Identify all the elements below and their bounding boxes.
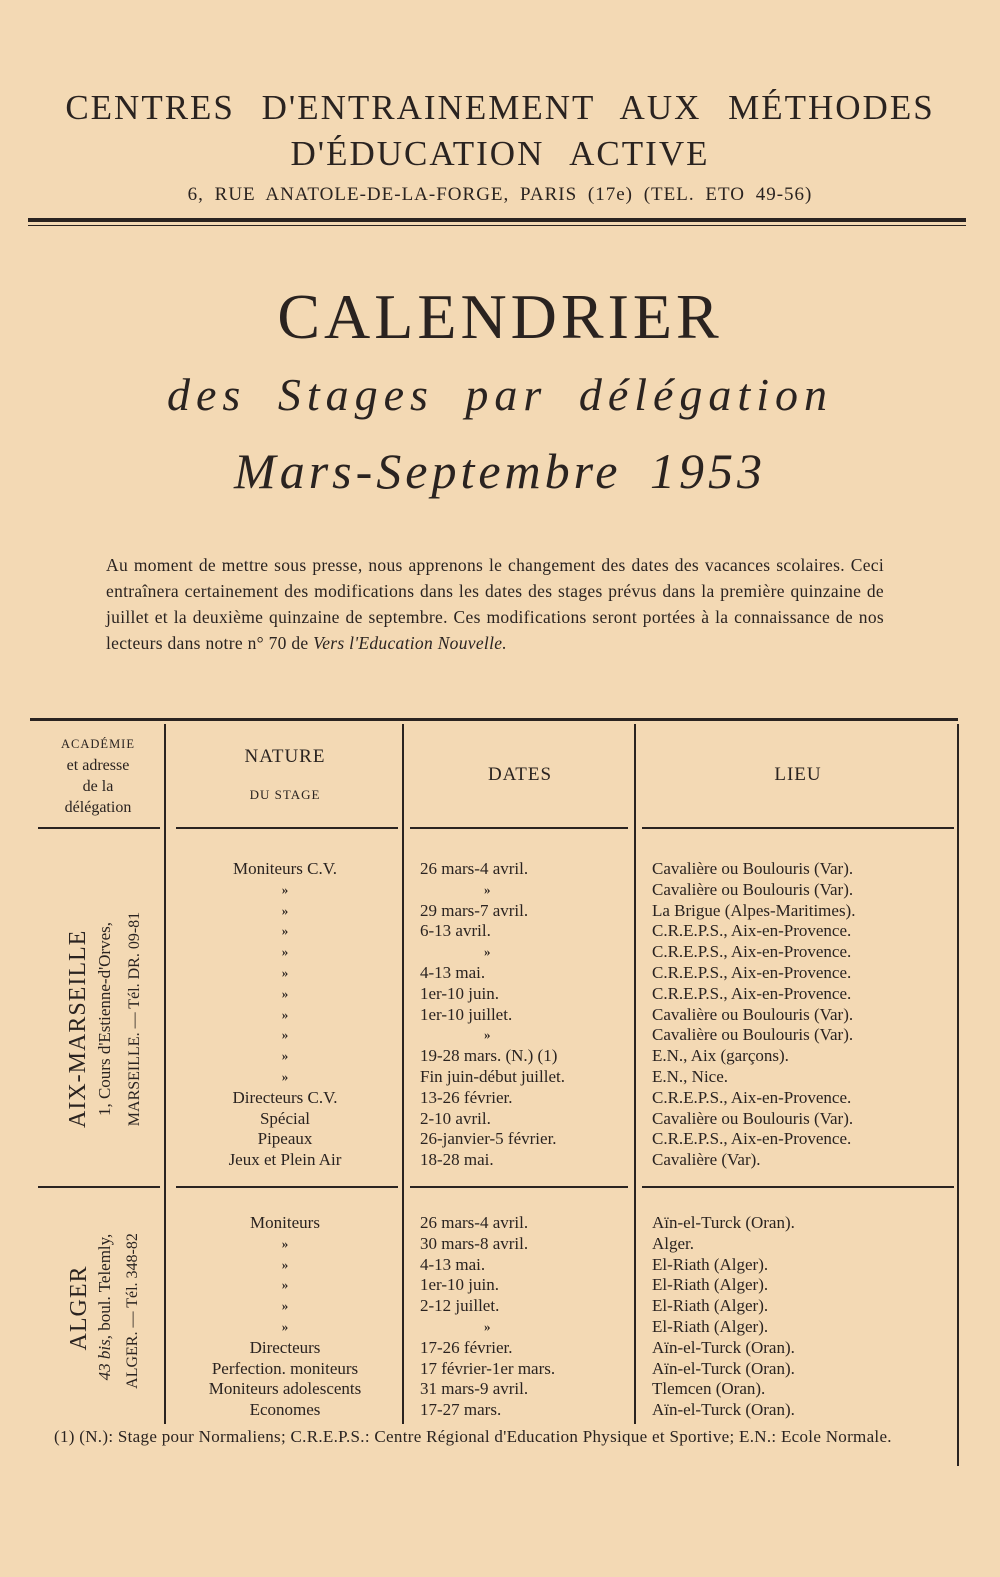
delegation-phone-alger: ALGER. — Tél. 348-82 bbox=[124, 1233, 141, 1389]
table-cell-nature: Spécial bbox=[259, 1108, 311, 1128]
notice-paragraph bbox=[106, 552, 884, 656]
table-cell-nature: » bbox=[281, 902, 289, 918]
table-cell-nature: Directeurs C.V. bbox=[232, 1087, 338, 1107]
notice-text: Au moment de mettre sous presse, nous apprenons le changement des dates des vacances scolaires. Ceci entraînera certainement des modifications dans les dates des stages prévus dans la première quinzaine de juillet et la deuxième quinzaine de septembre. Ces modifications seront portées à la connaissance de nos lecteurs dans notre n° 70 de bbox=[106, 555, 884, 653]
table-cell-nature: » bbox=[281, 985, 289, 1001]
table-cell-dates: 1er-10 juillet. bbox=[420, 1004, 513, 1024]
table-cell-lieu: C.R.E.P.S., Aix-en-Provence. bbox=[652, 983, 852, 1003]
header-rule-thin bbox=[28, 225, 966, 226]
delegation-address-aix-marseille: 1, Cours d'Estienne-d'Orves, bbox=[95, 921, 114, 1117]
table-cell-lieu: Cavalière (Var). bbox=[652, 1150, 761, 1170]
table-cell-lieu: C.R.E.P.S., Aix-en-Provence. bbox=[652, 942, 852, 962]
table-cell-nature: Moniteurs C.V. bbox=[232, 859, 338, 878]
table-cell-lieu: Cavalière ou Boulouris (Var). bbox=[652, 859, 854, 878]
table-cell-lieu: El-Riath (Alger). bbox=[652, 1296, 769, 1316]
table-cell-lieu: Cavalière ou Boulouris (Var). bbox=[652, 1025, 854, 1045]
table-cell-dates: 29 mars-7 avril. bbox=[420, 900, 529, 920]
table-cell-dates: Fin juin-début juillet. bbox=[420, 1067, 565, 1086]
table-cell-lieu: Tlemcen (Oran). bbox=[652, 1379, 766, 1399]
table-cell-dates: 4-13 mai. bbox=[420, 1254, 486, 1274]
section-divider-rule bbox=[38, 1186, 160, 1188]
table-cell-nature: Jeux et Plein Air bbox=[228, 1150, 342, 1170]
header-academie-line3: de la bbox=[82, 778, 114, 795]
table-cell-lieu: C.R.E.P.S., Aix-en-Provence. bbox=[652, 963, 852, 982]
table-cell-nature: » bbox=[281, 1277, 289, 1293]
table-cell-lieu: Cavalière ou Boulouris (Var). bbox=[652, 1108, 854, 1128]
table-cell-nature: » bbox=[281, 881, 289, 897]
table-cell-nature: » bbox=[281, 1319, 289, 1334]
table-cell-dates: 30 mars-8 avril. bbox=[420, 1233, 529, 1253]
table-cell-nature: Directeurs bbox=[249, 1337, 321, 1357]
table-cell-nature: » bbox=[281, 1235, 289, 1251]
delegation-phone-aix-marseille: MARSEILLE. — Tél. DR. 09-81 bbox=[126, 911, 143, 1127]
table-cell-dates: 13-26 février. bbox=[420, 1087, 513, 1107]
table-cell-nature: » bbox=[281, 1048, 289, 1064]
page-title: CALENDRIER bbox=[277, 281, 723, 352]
header-academie-line2: et adresse bbox=[66, 757, 130, 774]
table-cell-dates: 2-10 avril. bbox=[420, 1108, 491, 1128]
header-academie bbox=[36, 734, 160, 818]
table-cell-lieu: La Brigue (Alpes-Maritimes). bbox=[652, 900, 856, 920]
table-cell-nature: » bbox=[281, 1069, 289, 1084]
table-cell-lieu: E.N., Nice. bbox=[652, 1067, 729, 1086]
table-cell-dates: » bbox=[484, 944, 491, 960]
header-bottom-rule bbox=[642, 827, 954, 829]
table-cell-lieu: Aïn-el-Turck (Oran). bbox=[652, 1358, 795, 1378]
table-cell-dates: » bbox=[484, 1027, 491, 1043]
header-bottom-rule bbox=[410, 827, 628, 829]
table-cell-nature: » bbox=[281, 923, 289, 939]
table-top-rule bbox=[30, 718, 958, 721]
table-cell-nature: Economes bbox=[249, 1400, 321, 1420]
period-title: Mars-Septembre 1953 bbox=[234, 443, 766, 499]
footnote: (1) (N.): Stage pour Normaliens; C.R.E.P.S.: Centre Régional d'Education Physique et Sportive; E.N.: Ecole Normale. bbox=[54, 1427, 892, 1446]
table-cell-nature: Pipeaux bbox=[257, 1129, 313, 1149]
header-bottom-rule bbox=[38, 827, 160, 829]
table-cell-dates: » bbox=[484, 881, 491, 897]
table-cell-nature: » bbox=[281, 1027, 289, 1043]
table-cell-dates: 19-28 mars. (N.) (1) bbox=[420, 1046, 558, 1066]
header-nature: NATURE bbox=[244, 746, 326, 767]
table-cell-dates: 18-28 mai. bbox=[420, 1150, 494, 1170]
delegation-address-alger-number: 43 bis, bbox=[95, 1334, 114, 1381]
table-cell-nature: » bbox=[281, 1256, 289, 1272]
table-cell-lieu: C.R.E.P.S., Aix-en-Provence. bbox=[652, 1087, 852, 1107]
organization-name-line1: CENTRES D'ENTRAINEMENT AUX MÉTHODES bbox=[65, 88, 935, 127]
table-column-divider bbox=[164, 724, 166, 1424]
header-dates: DATES bbox=[487, 764, 553, 785]
table-cell-lieu: Cavalière ou Boulouris (Var). bbox=[652, 879, 854, 899]
table-cell-nature: » bbox=[281, 1006, 289, 1022]
header-academie-line4: délégation bbox=[64, 799, 132, 816]
table-cell-nature: » bbox=[281, 965, 289, 980]
table-cell-lieu: C.R.E.P.S., Aix-en-Provence. bbox=[652, 1129, 852, 1149]
table-cell-dates: 2-12 juillet. bbox=[420, 1296, 500, 1316]
header-bottom-rule bbox=[176, 827, 398, 829]
table-cell-lieu: E.N., Aix (garçons). bbox=[652, 1046, 789, 1066]
delegation-name-alger: ALGER bbox=[66, 1265, 92, 1351]
organization-address: 6, RUE ANATOLE-DE-LA-FORGE, PARIS (17e) (TEL. ETO 49-56) bbox=[187, 184, 813, 205]
table-cell-dates: 6-13 avril. bbox=[420, 921, 491, 941]
section-divider-rule bbox=[642, 1186, 954, 1188]
table-cell-lieu: Aïn-el-Turck (Oran). bbox=[652, 1400, 795, 1420]
table-cell-nature: Perfection. moniteurs bbox=[211, 1358, 359, 1378]
table-cell-dates: 1er-10 juin. bbox=[420, 1275, 499, 1295]
table-cell-lieu: Aïn-el-Turck (Oran). bbox=[652, 1337, 795, 1357]
organization-name-line2: D'ÉDUCATION ACTIVE bbox=[290, 134, 710, 173]
table-cell-lieu: Aïn-el-Turck (Oran). bbox=[652, 1213, 795, 1232]
header-lieu: LIEU bbox=[774, 764, 822, 785]
delegation-name-aix-marseille: AIX-MARSEILLE bbox=[65, 929, 91, 1128]
table-cell-lieu: El-Riath (Alger). bbox=[652, 1254, 769, 1274]
table-cell-dates: 31 mars-9 avril. bbox=[420, 1379, 529, 1399]
table-cell-dates: 1er-10 juin. bbox=[420, 983, 499, 1003]
table-cell-dates: 26 mars-4 avril. bbox=[420, 1213, 529, 1232]
table-column-divider bbox=[402, 724, 404, 1424]
delegation-address-alger bbox=[94, 1214, 116, 1400]
table-cell-nature: Moniteurs adolescents bbox=[208, 1379, 362, 1399]
table-cell-dates: 17-27 mars. bbox=[420, 1400, 502, 1420]
table-cell-dates: 17-26 février. bbox=[420, 1337, 513, 1357]
header-nature-sub: DU STAGE bbox=[249, 787, 321, 802]
table-cell-lieu: C.R.E.P.S., Aix-en-Provence. bbox=[652, 921, 852, 941]
table-cell-dates: » bbox=[484, 1319, 491, 1334]
section-divider-rule bbox=[176, 1186, 398, 1188]
table-cell-dates: 4-13 mai. bbox=[420, 963, 486, 982]
table-cell-nature: Moniteurs bbox=[250, 1213, 320, 1232]
page-subtitle: des Stages par délégation bbox=[167, 369, 833, 420]
table-cell-nature: » bbox=[281, 944, 289, 960]
table-cell-lieu: Cavalière ou Boulouris (Var). bbox=[652, 1004, 854, 1024]
table-cell-dates: 17 février-1er mars. bbox=[420, 1358, 556, 1378]
table-cell-lieu: El-Riath (Alger). bbox=[652, 1317, 769, 1336]
table-cell-lieu: Alger. bbox=[652, 1233, 695, 1253]
table-cell-dates: 26 mars-4 avril. bbox=[420, 859, 529, 878]
table-right-border bbox=[957, 724, 959, 1466]
table-cell-nature: » bbox=[281, 1298, 289, 1314]
header-rule-thick bbox=[28, 218, 966, 222]
header-academie-line1: ACADÉMIE bbox=[61, 737, 135, 751]
notice-publication: Vers l'Education Nouvelle. bbox=[313, 633, 507, 653]
table-cell-lieu: El-Riath (Alger). bbox=[652, 1275, 769, 1295]
table-cell-dates: 26-janvier-5 février. bbox=[420, 1129, 557, 1149]
delegation-address-alger-street: boul. Telemly, bbox=[95, 1233, 114, 1331]
section-divider-rule bbox=[410, 1186, 628, 1188]
